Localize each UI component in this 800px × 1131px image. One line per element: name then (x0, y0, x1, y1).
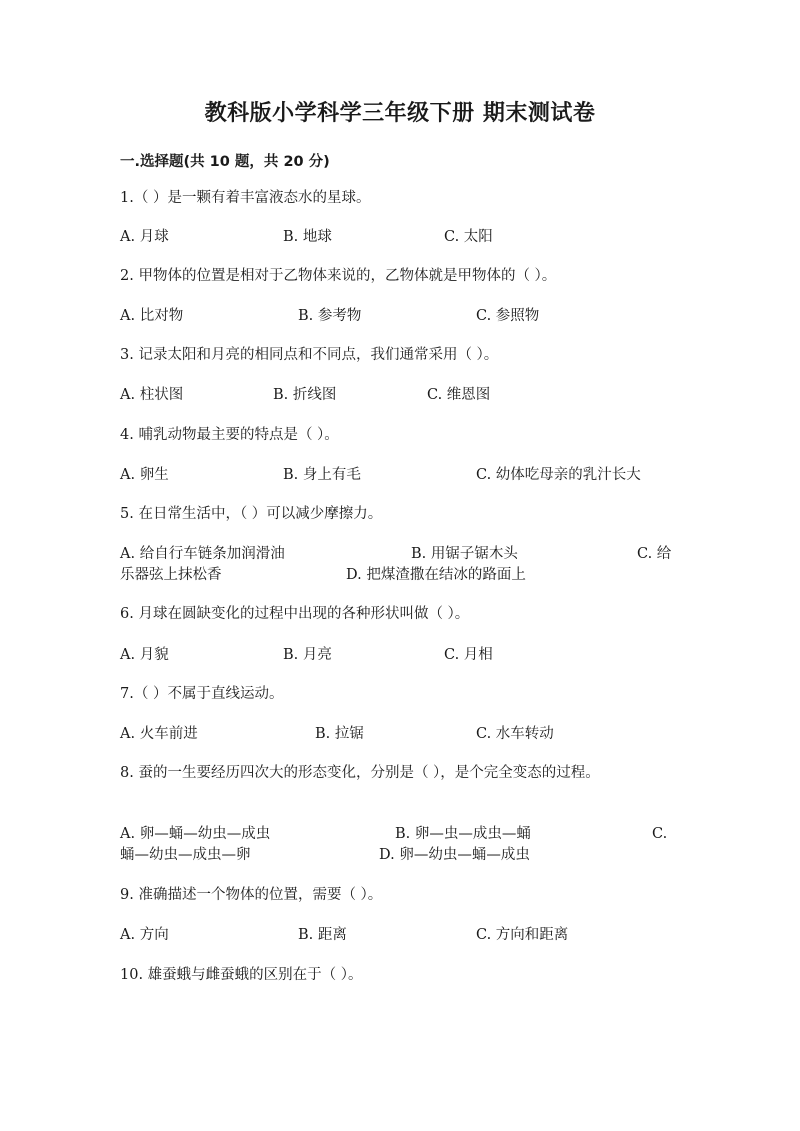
q6-option-a: A. 月貌 (120, 647, 169, 663)
q6-option-b: B. 月亮 (283, 647, 332, 663)
q2-option-b: B. 参考物 (298, 308, 362, 324)
q6-option-c: C. 月相 (444, 647, 493, 663)
question-1: 1.（ ）是一颗有着丰富液态水的星球。 (120, 190, 371, 206)
q5-option-a: A. 给自行车链条加润滑油 (120, 546, 285, 562)
q7-option-a: A. 火车前进 (120, 726, 198, 742)
q4-option-c: C. 幼体吃母亲的乳汁长大 (476, 467, 641, 483)
q9-option-a: A. 方向 (120, 927, 169, 943)
q4-option-a: A. 卵生 (120, 467, 169, 483)
q8-option-d: D. 卵—幼虫—蛹—成虫 (379, 847, 530, 863)
question-7: 7.（ ）不属于直线运动。 (120, 686, 284, 702)
q9-option-c: C. 方向和距离 (476, 927, 569, 943)
question-9: 9. 准确描述一个物体的位置，需要（ ）。 (120, 887, 383, 903)
q5-option-d: D. 把煤渣撒在结冰的路面上 (346, 567, 526, 583)
q1-option-c: C. 太阳 (444, 229, 493, 245)
q2-option-c: C. 参照物 (476, 308, 540, 324)
q5-option-b: B. 用锯子锯木头 (411, 546, 518, 562)
question-4: 4. 哺乳动物最主要的特点是（ ）。 (120, 427, 339, 443)
q3-option-c: C. 维恩图 (427, 387, 491, 403)
q5-option-c: C. 给 (637, 546, 672, 562)
question-6: 6. 月球在圆缺变化的过程中出现的各种形状叫做（ ）。 (120, 606, 470, 622)
q1-option-b: B. 地球 (283, 229, 332, 245)
question-2: 2. 甲物体的位置是相对于乙物体来说的，乙物体就是甲物体的（ ）。 (120, 268, 557, 284)
q8-option-c-continued: 蛹—幼虫—成虫—卵 (120, 847, 251, 863)
q8-option-b: B. 卵—虫—成虫—蛹 (395, 826, 531, 842)
q5-option-c-continued: 乐器弦上抹松香 (120, 567, 222, 583)
question-10: 10. 雄蚕蛾与雌蚕蛾的区别在于（ ）。 (120, 967, 363, 983)
q3-option-b: B. 折线图 (273, 387, 337, 403)
q1-option-a: A. 月球 (120, 229, 169, 245)
q2-option-a: A. 比对物 (120, 308, 184, 324)
q4-option-b: B. 身上有毛 (283, 467, 361, 483)
q8-option-a: A. 卵—蛹—幼虫—成虫 (120, 826, 271, 842)
page-title: 教科版小学科学三年级下册 期末测试卷 (204, 101, 596, 126)
q8-option-c: C. (652, 826, 668, 842)
q3-option-a: A. 柱状图 (120, 387, 184, 403)
question-3: 3. 记录太阳和月亮的相同点和不同点，我们通常采用（ ）。 (120, 347, 499, 363)
question-8: 8. 蚕的一生要经历四次大的形态变化，分别是（ ），是个完全变态的过程。 (120, 765, 600, 781)
q9-option-b: B. 距离 (298, 927, 347, 943)
q7-option-c: C. 水车转动 (476, 726, 554, 742)
section-heading: 一.选择题(共 10 题，共 20 分) (120, 154, 330, 170)
question-5: 5. 在日常生活中，（ ）可以减少摩擦力。 (120, 506, 383, 522)
q7-option-b: B. 拉锯 (315, 726, 364, 742)
